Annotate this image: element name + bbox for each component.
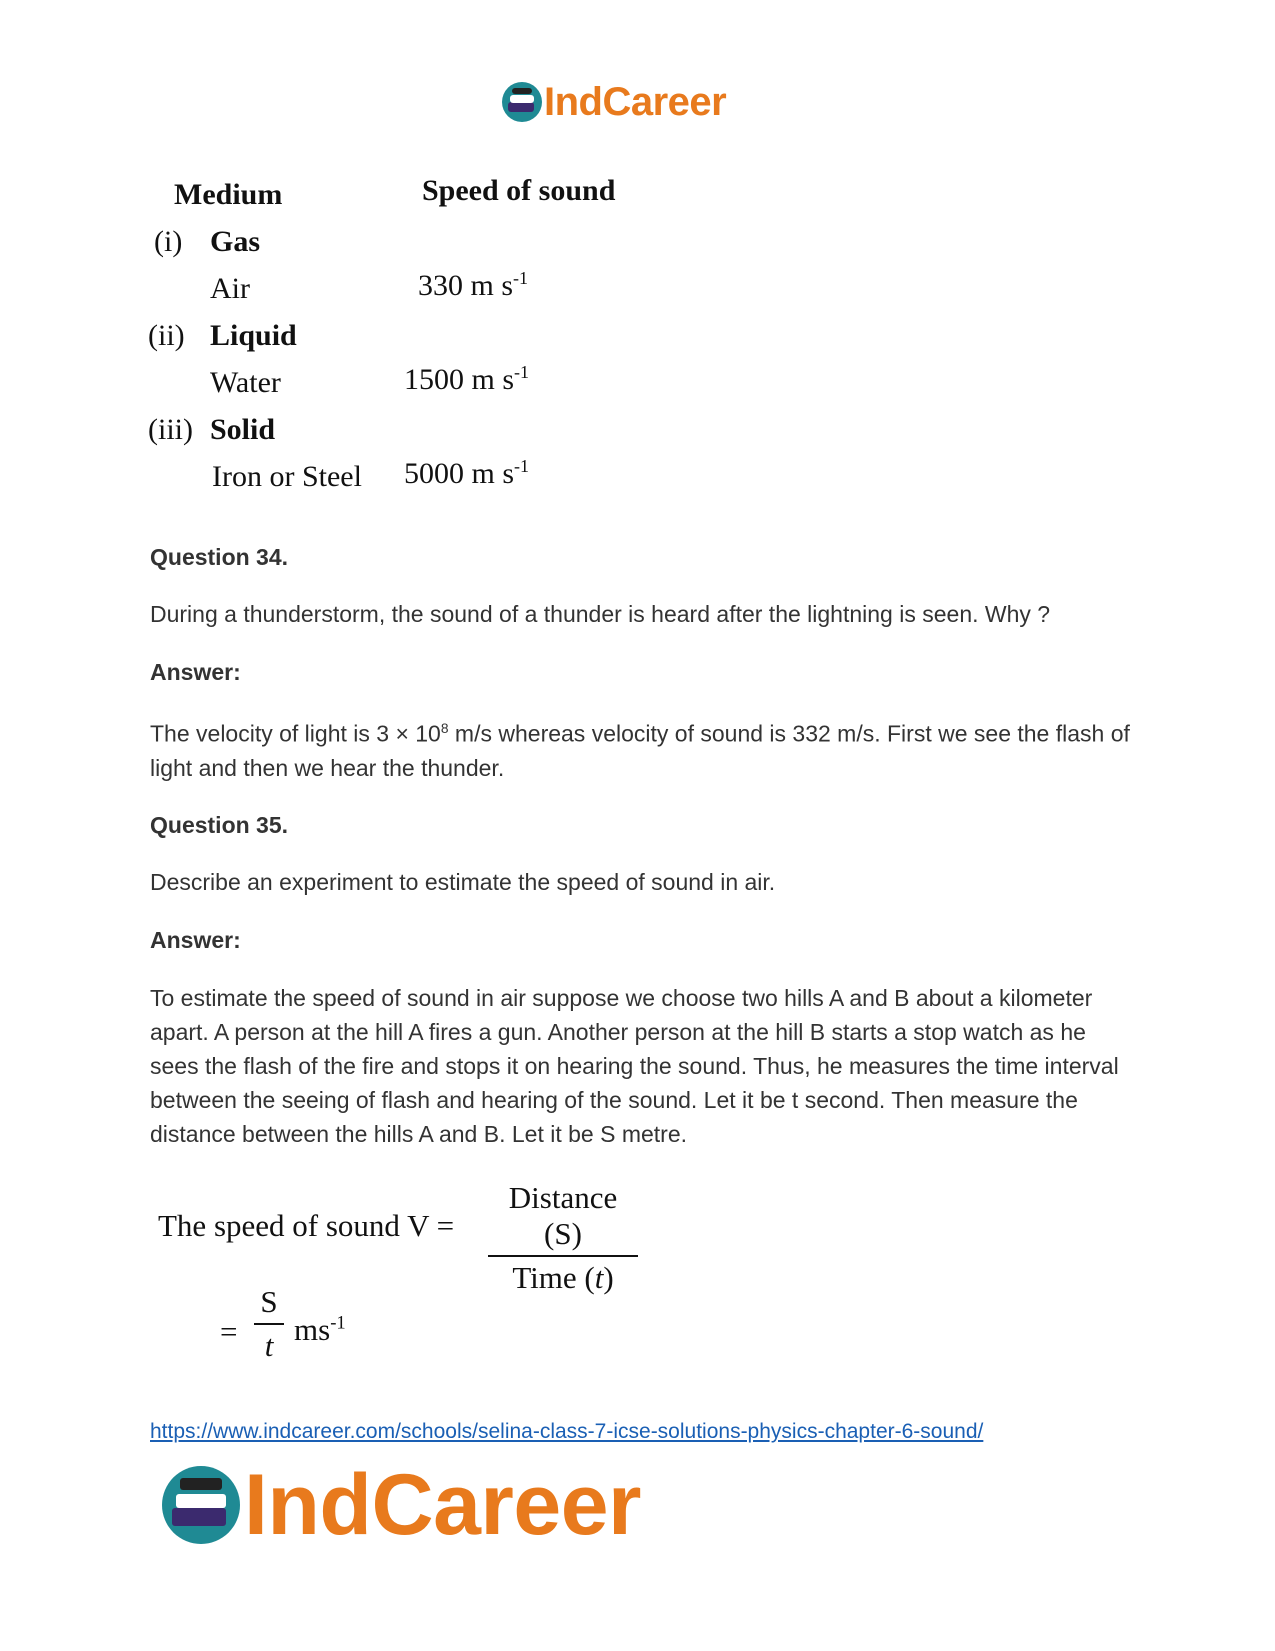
formula-denominator: Time (t) (512, 1260, 614, 1295)
formula-fraction-2 (254, 1284, 284, 1364)
medium-name: Water (210, 366, 281, 399)
speed-value: 1500 m $s^{-1}$ (404, 362, 530, 396)
question-34-text: During a thunderstorm, the sound of a thunder is heard after the lightning is seen. Why ? (150, 601, 1051, 627)
table-header (150, 174, 670, 225)
question-35-answer: To estimate the speed of sound in air suppose we choose two hills A and B about a kilometer apart. A person at the hill A fires a gun. Another person at the hill B starts a stop watch as he sees the flash of the fire and stops it on hearing the sound. Thus, he measures the time interval between the seeing of flash and hearing of the sound. Let it be t second. Then measure the distance between the hills A and B. Let it be S metre. (150, 985, 1119, 1147)
formula-lhs: The speed of sound V = (158, 1208, 455, 1243)
fraction-bar-2 (254, 1323, 284, 1325)
question-35-title: Question 35. (150, 812, 289, 838)
logo-text: IndCareer (244, 1456, 641, 1553)
footer-logo (162, 1456, 641, 1553)
formula-numerator: Distance (S) (508, 1180, 618, 1251)
question-34-answer-label: Answer: (150, 659, 241, 685)
graduation-book-icon (502, 82, 542, 122)
formula-numerator-2: S (260, 1284, 278, 1319)
formula-fraction (488, 1180, 638, 1296)
category-row: (i) Gas (154, 225, 261, 258)
graduation-book-icon (162, 1466, 240, 1544)
formula-denominator-2: t (264, 1328, 274, 1363)
medium-row (150, 268, 670, 319)
category-label: Gas (210, 225, 261, 258)
category-row: (ii) Liquid (148, 319, 297, 352)
question-34-answer: The velocity of light is $3 \times 10^8$ m/s whereas velocity of sound is 332 m/s. First we see the flash of light and then we hear the thunder. (150, 720, 1130, 781)
formula-equals: = (220, 1314, 238, 1349)
category-label: Solid (210, 413, 276, 446)
speed-value: 330 m $s^{-1}$ (418, 268, 529, 302)
fraction-bar (488, 1255, 638, 1257)
speed-value: 5000 m $s^{-1}$ (404, 456, 530, 490)
question-35-answer-label: Answer: (150, 927, 241, 953)
medium-row (150, 362, 670, 413)
category-label: Liquid (210, 319, 297, 352)
category-row: (iii) Solid (148, 413, 276, 446)
question-35-text: Describe an experiment to estimate the speed of sound in air. (150, 869, 776, 895)
medium-name: Iron or Steel (212, 460, 362, 493)
formula-unit: $ms^{-1}$ (294, 1312, 346, 1347)
speed-of-sound-table (148, 174, 670, 507)
medium-header: Medium (174, 178, 283, 211)
question-34-title: Question 34. (150, 544, 289, 570)
medium-row (150, 456, 670, 507)
logo-text: IndCareer (544, 79, 727, 124)
header-logo (502, 80, 726, 124)
medium-name: Air (210, 272, 250, 305)
source-link[interactable]: https://www.indcareer.com/schools/selina-class-7-icse-solutions-physics-chapter-6-sound/ (150, 1420, 984, 1443)
speed-header: Speed of sound (422, 174, 616, 207)
